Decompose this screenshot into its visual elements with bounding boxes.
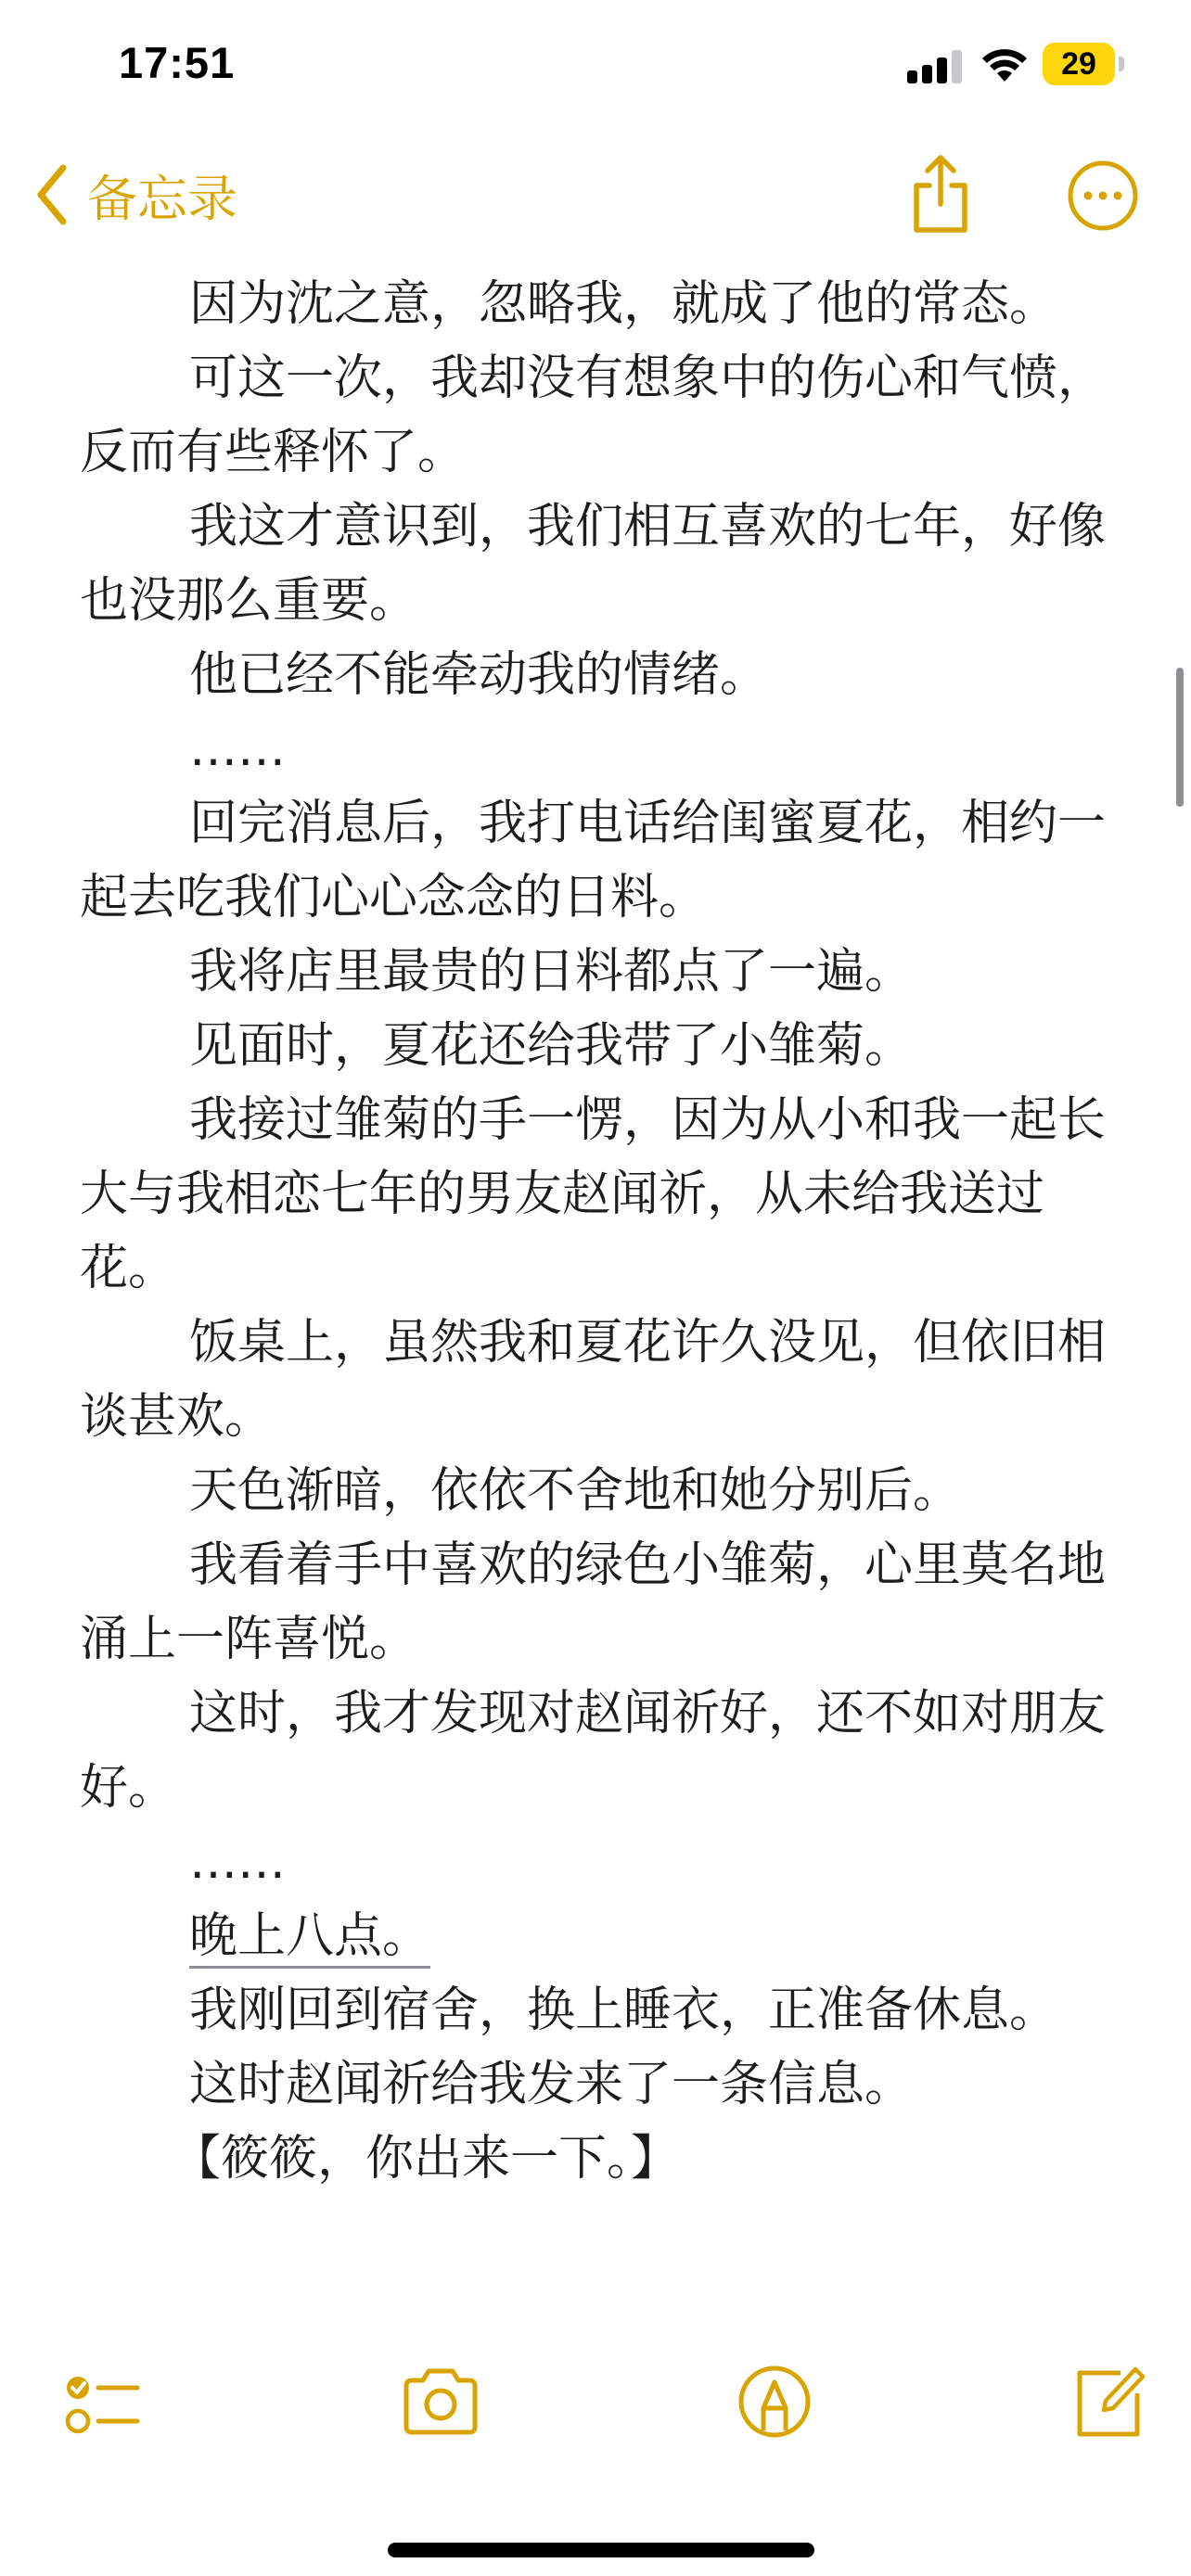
back-label: 备忘录 (87, 169, 237, 228)
note-paragraph: 饭桌上，虽然我和夏花许久没见，但依旧相谈甚欢。 (80, 1315, 1107, 1445)
note-paragraph: 他已经不能牵动我的情绪。 (189, 647, 769, 703)
home-indicator[interactable] (388, 2543, 814, 2557)
note-paragraph: 回完消息后，我打电话给闺蜜夏花，相约一起去吃我们心心念念的日料。 (80, 796, 1107, 925)
battery-level: 29 (1043, 43, 1115, 85)
note-paragraph: 我这才意识到，我们相互喜欢的七年，好像也没那么重要。 (80, 499, 1107, 629)
note-paragraph: 这时，我才发现对赵闻祈好，还不如对朋友好。 (80, 1686, 1107, 1816)
note-paragraph: 因为沈之意，忽略我，就成了他的常态。 (189, 276, 1058, 332)
note-paragraph: 见面时，夏花还给我带了小雏菊。 (189, 1018, 914, 1074)
note-ellipsis: …… (189, 1834, 286, 1890)
bottom-toolbar (0, 2360, 1191, 2480)
checklist-icon[interactable] (58, 2360, 141, 2443)
chevron-left-icon (33, 162, 70, 227)
markup-pen-icon[interactable] (733, 2360, 816, 2443)
more-circle-icon[interactable] (1067, 159, 1139, 232)
back-button[interactable] (33, 158, 237, 232)
wifi-icon (981, 46, 1028, 83)
note-paragraph: 我将店里最贵的日料都点了一遍。 (189, 944, 914, 1000)
note-paragraph-underlined: 晚上八点。 (189, 1908, 430, 1969)
camera-icon[interactable] (399, 2360, 482, 2443)
note-paragraph: 这时赵闻祈给我发来了一条信息。 (189, 2057, 914, 2112)
battery-nub (1119, 57, 1124, 71)
note-paragraph: 我刚回到宿舍，换上睡衣，正准备休息。 (189, 1983, 1058, 2038)
cellular-signal-icon (907, 50, 963, 83)
scroll-indicator[interactable] (1176, 668, 1184, 807)
note-ellipsis: …… (189, 721, 286, 777)
note-paragraph: 天色渐暗，依依不舍地和她分别后。 (189, 1463, 962, 1519)
note-paragraph: 可这一次，我却没有想象中的伤心和气愤，反而有些释怀了。 (80, 351, 1107, 480)
note-paragraph: 我接过雏菊的手一愣，因为从小和我一起长大与我相恋七年的男友赵闻祈，从未给我送过花。 (80, 1092, 1107, 1296)
note-body[interactable] (80, 267, 1128, 2196)
note-paragraph: 我看着手中喜欢的绿色小雏菊，心里莫名地涌上一阵喜悦。 (80, 1537, 1107, 1667)
note-paragraph-wrapper (80, 1899, 1128, 1973)
status-bar (0, 0, 1191, 139)
compose-icon[interactable] (1067, 2360, 1150, 2443)
status-time: 17:51 (119, 38, 236, 87)
share-icon[interactable] (907, 152, 974, 236)
note-paragraph: 【筱筱，你出来一下。】 (173, 2131, 680, 2187)
nav-bar (0, 139, 1191, 250)
